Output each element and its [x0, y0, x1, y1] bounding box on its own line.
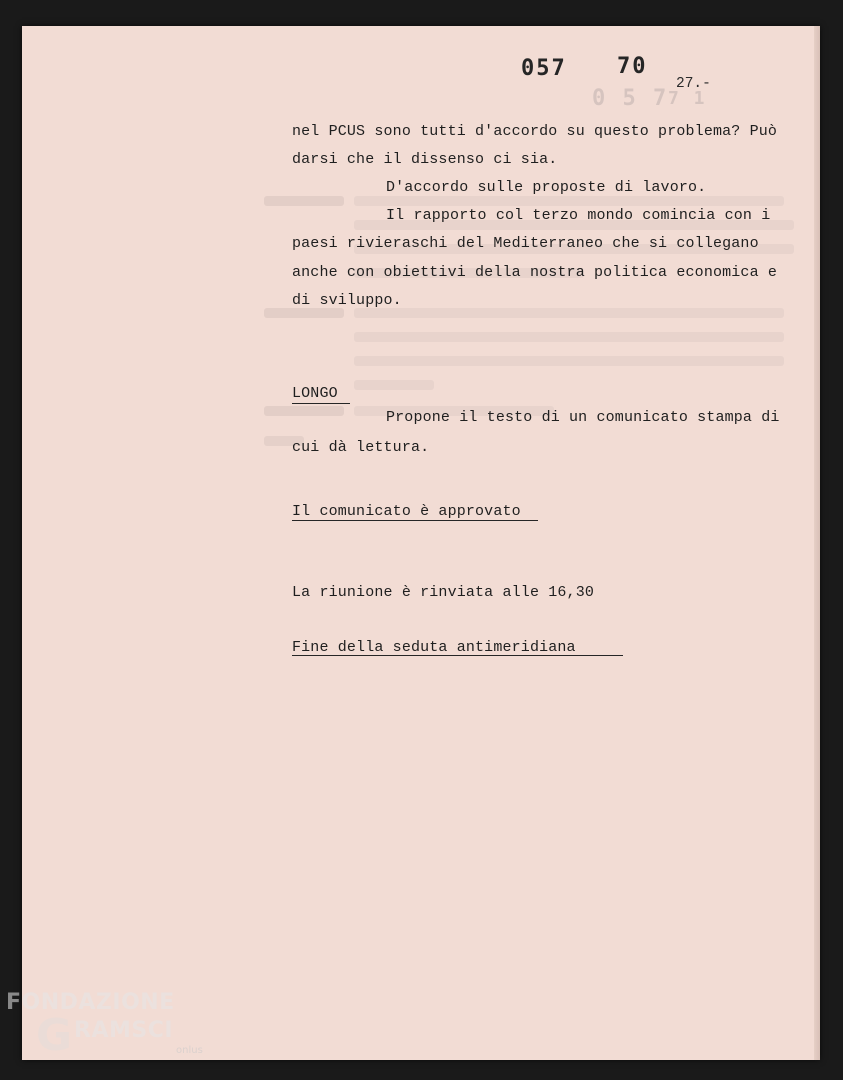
body-line: Il rapporto col terzo mondo comincia con i	[386, 207, 771, 224]
watermark-line-2: RAMSCI	[74, 1018, 174, 1043]
body-line: darsi che il dissenso ci sia.	[292, 151, 558, 168]
body-line: Propone il testo di un comunicato stampa di	[386, 409, 780, 426]
approval-statement: Il comunicato è approvato	[292, 503, 521, 520]
body-line: paesi rivieraschi del Mediterraneo che si collegano	[292, 235, 759, 252]
speaker-underline	[292, 403, 350, 404]
body-line: cui dà lettura.	[292, 439, 430, 456]
archive-stamp-number: 057	[521, 56, 567, 81]
archive-stamp-number-2: 70	[617, 54, 648, 79]
stamp-bleed-through: 0 5 7	[592, 86, 669, 111]
page-number: 27.-	[676, 76, 711, 92]
page-edge	[814, 26, 820, 1060]
stamp-bleed-through-2: 7 1	[668, 88, 707, 109]
adjournment-statement: La riunione è rinviata alle 16,30	[292, 584, 594, 601]
fondazione-gramsci-watermark	[6, 990, 216, 1070]
body-line: D'accordo sulle proposte di lavoro.	[386, 179, 707, 196]
watermark-suffix: onlus	[176, 1045, 203, 1056]
watermark-line-1: FONDAZIONE	[6, 990, 175, 1015]
session-end-underline	[292, 655, 623, 656]
body-line: nel PCUS sono tutti d'accordo su questo problema? Può	[292, 123, 778, 140]
body-line: anche con obiettivi della nostra politica economica e	[292, 264, 778, 281]
approval-underline	[292, 520, 538, 521]
watermark-g-logo: G	[36, 1010, 73, 1061]
body-line: di sviluppo.	[292, 292, 402, 309]
session-end-statement: Fine della seduta antimeridiana	[292, 639, 576, 656]
speaker-heading: LONGO	[292, 385, 338, 402]
